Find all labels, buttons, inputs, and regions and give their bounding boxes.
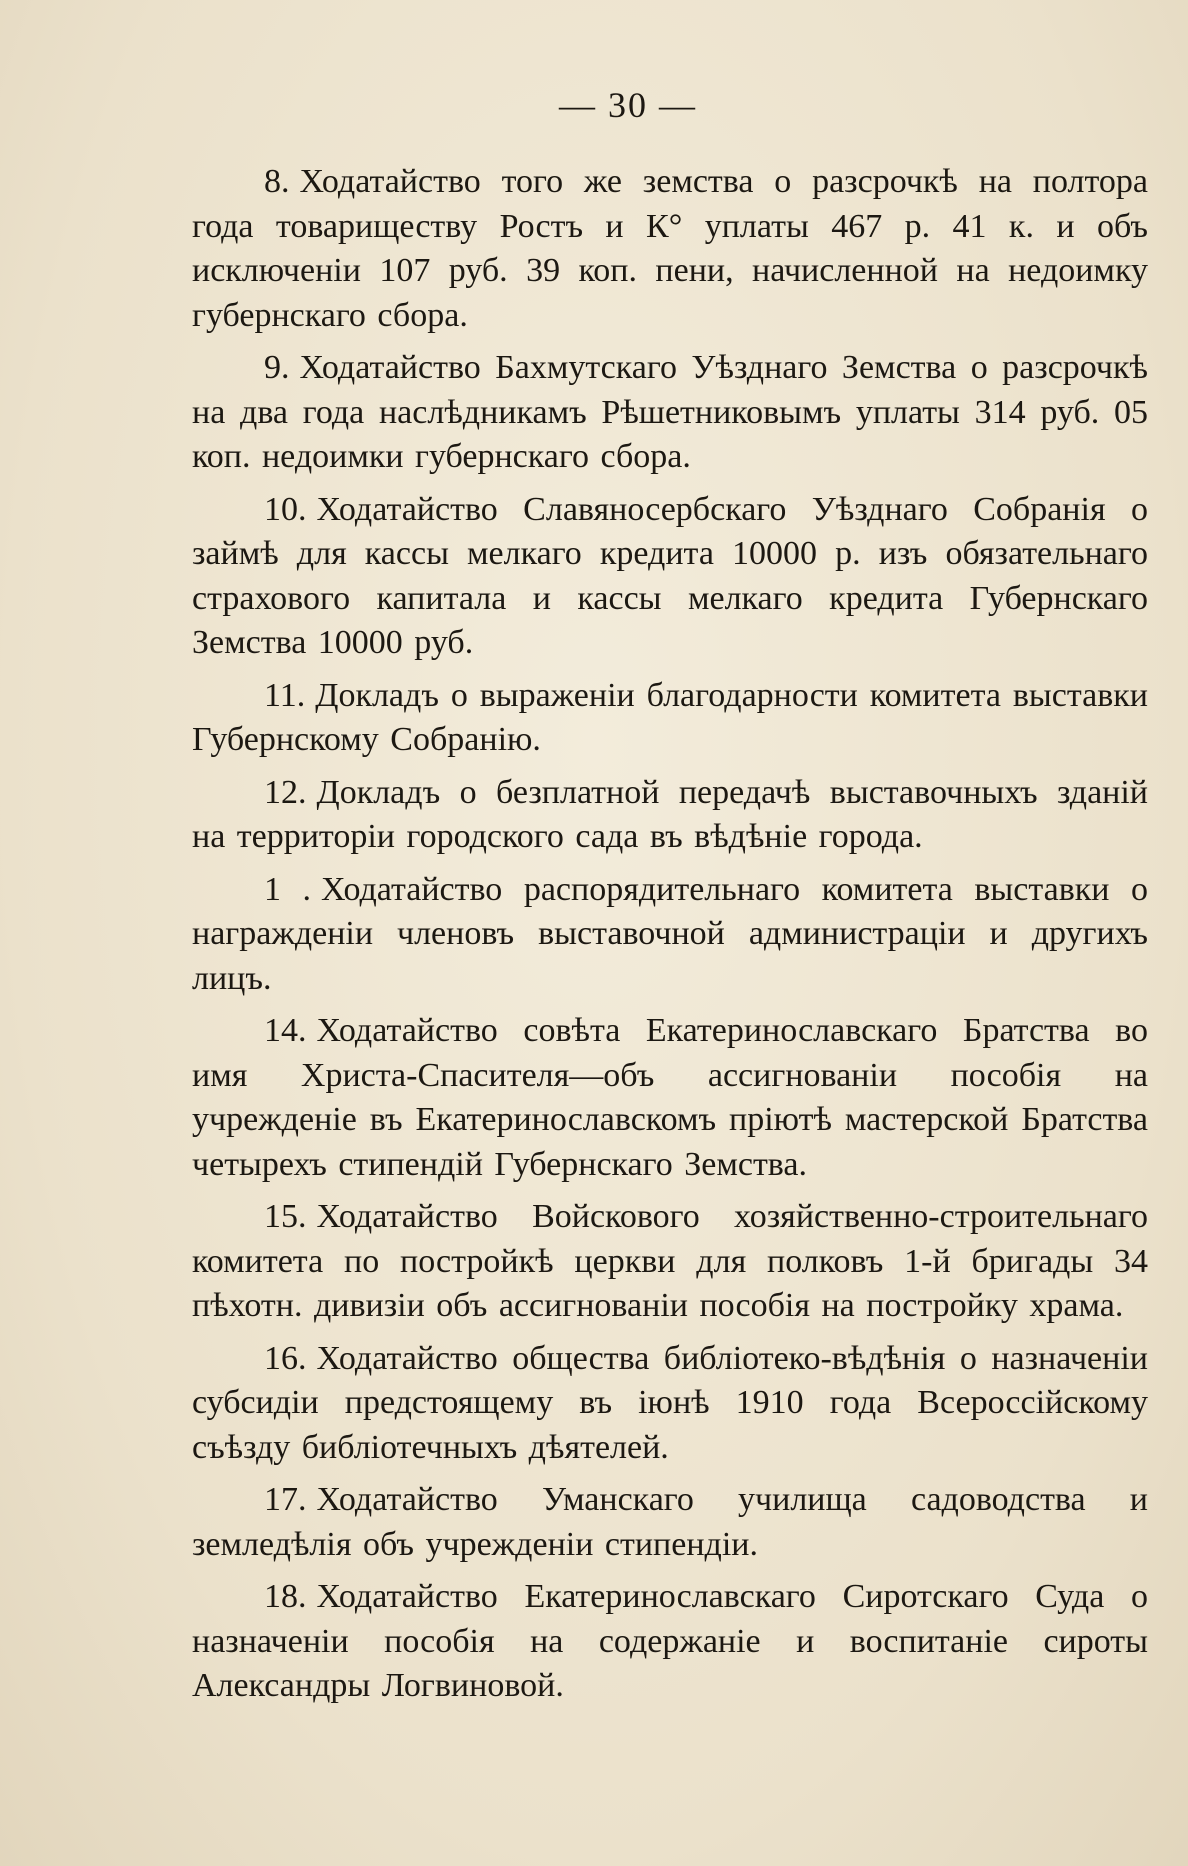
list-item bbox=[192, 771, 1148, 860]
item-text: Ходатайство того же земства о разсрочкѣ на полтора года товариществу Ростъ и К° уплаты 467 р. 41 к. и объ исключеніи 107 руб. 39 коп. пени, начисленной на недоимку губернскаго сбора. bbox=[192, 163, 1148, 334]
list-item bbox=[192, 488, 1148, 666]
item-number: 9. bbox=[264, 349, 290, 386]
item-number: 14. bbox=[264, 1012, 307, 1049]
list-item bbox=[192, 1195, 1148, 1329]
list-item bbox=[192, 1009, 1148, 1187]
list-item bbox=[192, 160, 1148, 338]
item-text: Ходатайство Уманскаго училища садоводства и земледѣлія объ учрежденіи стипендіи. bbox=[192, 1481, 1148, 1563]
list-item bbox=[192, 346, 1148, 480]
item-text: Ходатайство Бахмутскаго Уѣзднаго Земства о разсрочкѣ на два года наслѣдникамъ Рѣшетниковымъ уплаты 314 руб. 05 коп. недоимки губернскаго сбора. bbox=[192, 349, 1148, 475]
item-text: Ходатайство совѣта Екатеринославскаго Братства во имя Христа-Спасителя—объ ассигнованіи пособія на учрежденіе въ Екатеринославскомъ пріютѣ мастерской Братства четырехъ стипендій Губернскаго Земства. bbox=[192, 1012, 1148, 1183]
item-text: Докладъ о выраженіи благодарности комитета выставки Губернскому Собранію. bbox=[192, 676, 1148, 758]
item-text: Ходатайство Войскового хозяйственно-строительнаго комитета по постройкѣ церкви для полковъ 1-й бригады 34 пѣхотн. дивизіи объ ассигнованіи пособія на постройку храма. bbox=[192, 1198, 1148, 1324]
item-text: Ходатайство общества библіотеко-вѣдѣнія о назначеніи субсидіи предстоящему въ іюнѣ 1910 года Всероссійскому съѣзду библіотечныхъ дѣятелей. bbox=[192, 1339, 1148, 1466]
list-item bbox=[192, 1478, 1148, 1567]
item-number: 1 . bbox=[264, 870, 312, 908]
item-number: 11. bbox=[264, 676, 306, 714]
list-item bbox=[192, 1337, 1148, 1471]
item-text: Докладъ о безплатной передачѣ выставочныхъ зданій на территоріи городского сада въ вѣдѣніе города. bbox=[192, 773, 1148, 855]
item-number: 12. bbox=[264, 773, 307, 811]
item-number: 17. bbox=[264, 1481, 307, 1518]
item-text: Ходатайство Славяносербскаго Уѣзднаго Собранія о займѣ для кассы мелкаго кредита 10000 р. изъ обязательнаго страхового капитала и кассы мелкаго кредита Губернскаго Земства 10000 руб. bbox=[192, 490, 1148, 661]
list-item bbox=[192, 674, 1148, 763]
page-number: — 30 — bbox=[559, 85, 697, 125]
item-number: 10. bbox=[264, 490, 307, 528]
item-text: Ходатайство распорядительнаго комитета выставки о награжденіи членовъ выставочной администраціи и другихъ лицъ. bbox=[192, 870, 1148, 997]
item-text: Ходатайство Екатеринославскаго Сиротскаго Суда о назначеніи пособія на содержаніе и воспитаніе сироты Александры Логвиновой. bbox=[192, 1578, 1148, 1704]
item-number: 8. bbox=[264, 163, 290, 200]
item-number: 16. bbox=[264, 1339, 307, 1377]
list-item bbox=[192, 868, 1148, 1002]
item-number: 15. bbox=[264, 1198, 307, 1235]
agenda-list bbox=[192, 160, 1148, 1717]
list-item bbox=[192, 1575, 1148, 1709]
item-number: 18. bbox=[264, 1578, 307, 1615]
